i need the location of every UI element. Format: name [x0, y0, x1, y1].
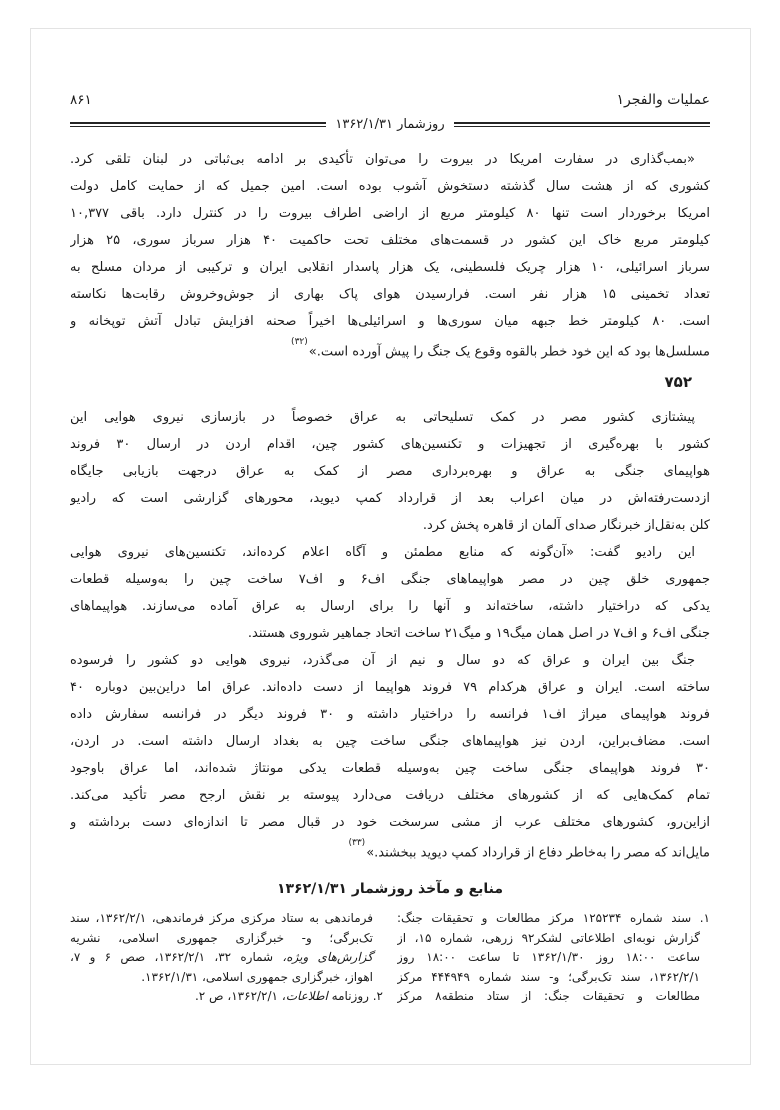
paragraph-text: مایل‌اند که مصر را به‌خاطر دفاع از قرارداد کمپ دیوید ببخشند.»	[366, 845, 710, 861]
running-title: عملیات والفجر۱	[616, 92, 710, 108]
paragraph-line: این رادیو گفت: «آن‌گونه که منابع مطمئن و آگاه اعلام کرده‌اند، تکنسین‌های نیروی هوایی	[70, 545, 695, 560]
paragraph-2	[70, 404, 710, 539]
paragraph-4	[70, 647, 710, 863]
footnote-line: ساعت ۱۸:۰۰ روز ۱۳۶۲/۱/۳۰ تا ساعت ۱۸:۰۰ روز	[397, 950, 701, 964]
paragraph-3	[70, 539, 710, 647]
paragraph-line: ساخته است. ایران و عراق هرکدام ۷۹ فروند هواپیما از دست داده‌اند. عراق اما دراین‌بین دوباره ۴۰	[70, 680, 710, 695]
paragraph-line: امریکا برخوردار است تنها ۸۰ کیلومتر مربع از اراضی اطراف بیروت را در کنترل دارد. باقی ۱۰,۳۷۷	[70, 206, 710, 221]
entry-number: ۷۵۲	[664, 373, 692, 391]
dateline-rule-left	[70, 122, 326, 127]
paragraph-line: کشوری که از هشت سال گذشته دستخوش آشوب بوده است. امین جمیل که از حمایت کامل دولت	[70, 179, 710, 194]
paragraph-line: است. مضاف‌براین، اردن نیز هواپیماهای جنگی ساخت چین به بغداد ارسال داشته است. در اردن،	[70, 734, 710, 749]
paragraph-line	[70, 836, 710, 863]
footnote-text: شماره ۳۲، ۱۳۶۲/۲/۱، صص ۶ و ۷،	[70, 950, 283, 964]
page-number: ۸۶۱	[70, 92, 92, 108]
footnote-line: ۱. سند شماره ۱۲۵۲۳۴ مرکز مطالعات و تحقیقات جنگ:	[397, 911, 710, 925]
footnote-line	[70, 987, 383, 1007]
footnote-ref-32: (۳۲)	[291, 337, 308, 347]
paragraph-line: ازدست‌رفته‌اش در میان اعراب بعد از قرارداد کمپ دیوید، محورهای گزارشی است که رادیو	[70, 491, 710, 506]
paragraph-line	[70, 335, 710, 362]
paragraph-line: هواپیمای جنگی به عراق و بهره‌برداری مصر از کمک به عراق درجهت بازیابی جایگاه	[70, 464, 710, 479]
footnote-line: ۱۳۶۲/۲/۱، سند تک‌برگی؛ و- سند شماره ۴۴۴۹۴۹ مرکز	[397, 969, 700, 984]
footnote-line: مطالعات و تحقیقات جنگ: از ستاد منطقه۸ مرکز	[397, 989, 700, 1003]
newspaper-title: اطلاعات	[285, 989, 328, 1003]
paragraph-line: پیشتازی کشور مصر در کمک تسلیحاتی به عراق خصوصاً در بازسازی نیروی هوایی این	[70, 410, 695, 425]
paragraph-line: «بمب‌گذاری در سفارت امریکا در بیروت را می‌توان تأکیدی بر ادامه بی‌ثباتی در لبنان تلقی کرد.	[70, 152, 695, 167]
footnote-line: گزارش نوبه‌ای اطلاعاتی لشکر۹۲ زرهی، شماره ۱۵، از	[397, 930, 701, 945]
paragraph-line: جنگ بین ایران و عراق که دو سال و نیم از آن می‌گذرد، نیروی هوایی دو کشور را فرسوده	[70, 653, 695, 668]
footnote-ref-33: (۳۳)	[348, 838, 366, 848]
dateline-label: روزشمار ۱۳۶۲/۱/۳۱	[335, 117, 445, 132]
paragraph-line: سرباز اسرائیلی، ۱۰ هزار چریک فلسطینی، یک هزار پاسدار انقلابی ایران و ترکیبی از مردان مسلح به	[70, 260, 710, 275]
paragraph-line: تعداد تخمینی ۱۵ هزار نفر است. فرارسیدن هوای پاک بهاری از جوش‌وخروش رقابت‌ها نکاسته	[70, 287, 710, 302]
footnote-text: ، ۱۳۶۲/۲/۱، ص ۲.	[194, 989, 286, 1003]
paragraph-line: کلن به‌نقل‌از خبرنگار صدای آلمان از قاهره پخش کرد.	[422, 518, 710, 533]
paragraph-1	[70, 146, 710, 362]
body-text	[70, 146, 710, 863]
dateline-rule-right	[454, 122, 710, 127]
paragraph-line: است. ۸۰ کیلومتر خط جبهه میان سوری‌ها و اسرائیلی‌ها اخیراً صحنه افزایش تبادل آتش توپخانه و	[70, 314, 710, 329]
running-header	[70, 92, 710, 108]
paragraph-text: مسلسل‌ها بود که این خود خطر بالقوه وقوع یک جنگ را پیش آورده است.»	[308, 344, 710, 360]
paragraph-line: کیلومتر مربع خاک این کشور در قسمت‌های مختلف تحت حاکمیت ۴۰ هزار سرباز سوری، ۲۵ هزار	[70, 233, 710, 248]
paragraph-line: کشور با بهره‌گیری از تجهیزات و تکنسین‌های کشور چین، اقدام اردن در ارسال ۳۰ فروند	[70, 437, 710, 452]
footnote-column-right	[397, 909, 710, 1007]
footnote-column-left	[70, 909, 383, 1007]
paragraph-line: تمام کمک‌هایی که از کشورهای مختلف دریافت می‌دارد پیوسته بر نقش ارجح مصر تأکید می‌کند.	[70, 788, 710, 803]
dateline	[70, 117, 710, 132]
paragraph-line: جنگی اف۶ و اف۷ در اصل همان میگ۱۹ و میگ۲۱ ساخت اتحاد جماهیر شوروی هستند.	[247, 626, 710, 641]
paragraph-line: جمهوری خلق چین در مصر هواپیماهای جنگی اف۶ و اف۷ ساخت چین را به‌وسیله قطعات	[70, 572, 710, 587]
publication-title: گزارش‌های ویژه،	[282, 950, 374, 964]
paragraph-line: ازاین‌رو، کشورهای مختلف عرب از مشی سرسخت خود در قبال مصر تا اندازه‌ای دست برداشته و	[70, 815, 710, 830]
footnote-line: تک‌برگی؛ و- خبرگزاری جمهوری اسلامی، نشریه	[70, 930, 373, 945]
paragraph-line: یدکی که دراختیار داشته، ساخته‌اند و آنها را برای ارسال به عراق آماده می‌سازند. هواپیماهای	[70, 599, 710, 614]
paragraph-line: فروند هواپیمای میراژ اف۱ فرانسه را دراختیار داشته و ۳۰ فروند دیگر در فرانسه سفارش داده	[70, 707, 710, 722]
footnote-line: اهواز، خبرگزاری جمهوری اسلامی، ۱۳۶۲/۱/۳۱.	[141, 969, 373, 984]
footnote-line: فرماندهی به ستاد مرکزی مرکز فرماندهی، ۱۳۶۲/۲/۱، سند	[70, 911, 373, 925]
footnote-text: ۲. روزنامه	[327, 989, 383, 1003]
footnotes	[70, 909, 710, 1007]
paragraph-line: ۳۰ فروند هواپیمای جنگی ساخت چین به‌وسیله قطعات یدکی مونتاژ شده‌اند، اما عراق باوجود	[70, 761, 710, 776]
sources-heading: منابع و مآخذ روزشمار ۱۳۶۲/۱/۳۱	[276, 881, 504, 897]
footnote-line	[70, 948, 383, 968]
